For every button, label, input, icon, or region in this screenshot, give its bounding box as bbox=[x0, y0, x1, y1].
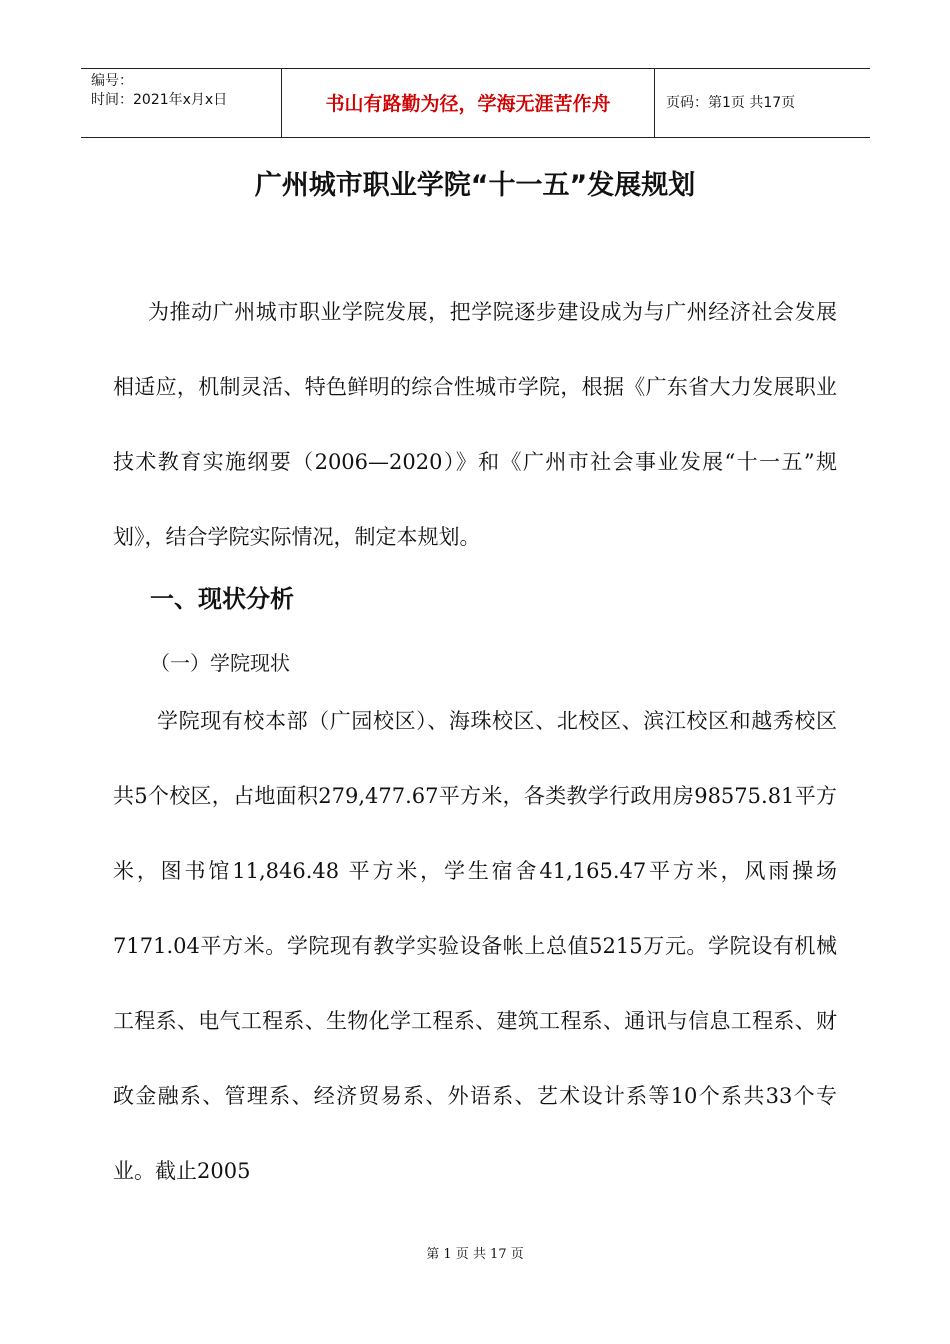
document-date: 时间：2021年x月x日 bbox=[91, 92, 228, 108]
intro-paragraph: 为推动广州城市职业学院发展，把学院逐步建设成为与广州经济社会发展相适应，机制灵活、特色鲜明的综合性城市学院，根据《广东省大力发展职业技术教育实施纲要（2006—2020）》和《广州市社会事业发展“十一五”规划》，结合学院实际情况，制定本规划。 bbox=[113, 300, 837, 549]
subsection-heading-college-status: （一）学院现状 bbox=[150, 651, 290, 675]
header-motto-cell bbox=[281, 69, 655, 137]
document-title: 广州城市职业学院“十一五”发展规划 bbox=[254, 170, 696, 201]
motto-text: 书山有路勤为径，学海无涯苦作舟 bbox=[325, 93, 611, 115]
section-heading-current-status: 一、现状分析 bbox=[150, 585, 294, 613]
college-status-paragraph: 学院现有校本部（广园校区）、海珠校区、北校区、滨江校区和越秀校区共5个校区，占地面积279,477.67平方米，各类教学行政用房98575.81平方米，图书馆11,846.48 平方米，学生宿舍41,165.47平方米，风雨操场7171.04平方米。学院现有教学实验设备帐上总值5215万元。学院设有机械工程系、电气工程系、生物化学工程系、建筑工程系、通讯与信息工程系、财政金融系、管理系、经济贸易系、外语系、艺术设计系等10个系共33个专业。截止2005 bbox=[113, 709, 837, 1183]
header-table bbox=[81, 68, 870, 138]
page-footer: 第 1 页 共 17 页 bbox=[426, 1247, 524, 1262]
header-meta-cell bbox=[81, 69, 281, 137]
document-number-label: 编号： bbox=[91, 73, 133, 89]
header-page-info: 页码：第1页 共17页 bbox=[666, 95, 796, 111]
header-page-cell bbox=[654, 69, 870, 137]
